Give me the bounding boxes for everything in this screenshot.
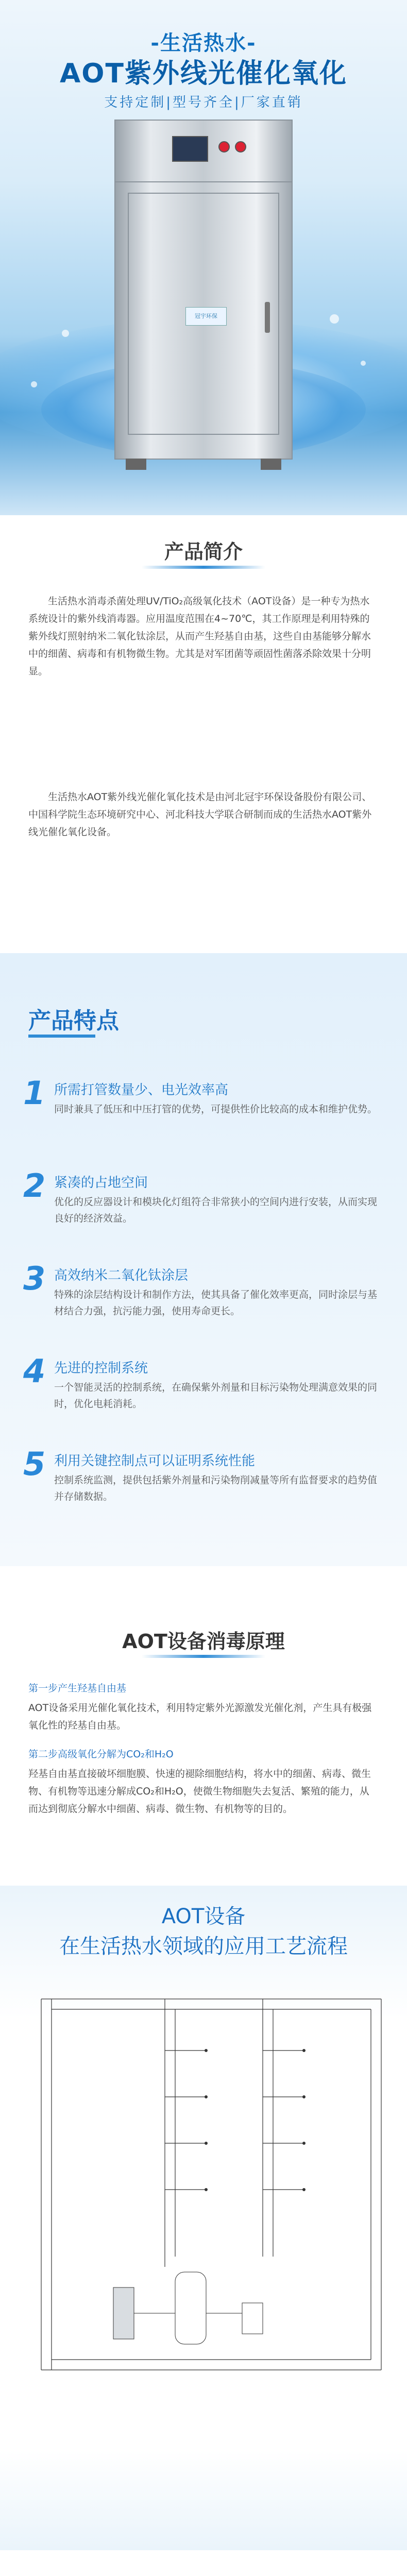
aot-step1-text: AOT设备采用光催化氧化技术，利用特定紫外光源激发光催化剂，产生具有极强氧化性的羟基自由基。 (28, 1702, 372, 1731)
device-button (235, 141, 246, 152)
hero-tagline: 支持定制|型号齐全|厂家直销 (104, 95, 303, 110)
device-door (128, 193, 279, 435)
water-drop (361, 361, 366, 366)
feature-number: 4 (23, 1352, 46, 1390)
feature-item (23, 1352, 384, 1433)
feature-desc: 特殊的涂层结构设计和制作方法，使其具备了催化效率更高，同时涂层与基材结合力强，抗污能力强，使用寿命更长。 (54, 1289, 378, 1317)
hero-title: AOT紫外线光催化氧化 (60, 58, 347, 89)
water-drop (31, 381, 37, 387)
aot-device-image (114, 120, 293, 460)
feature-desc: 优化的反应器设计和模块化灯组符合非常狭小的空间内进行安装，从而实现良好的经济效益。 (54, 1196, 378, 1224)
feature-name: 紧凑的占地空间 (54, 1175, 148, 1191)
feature-desc: 同时兼具了低压和中压打管的优势，可提供性价比较高的成本和维护优势。 (54, 1104, 378, 1115)
water-heater-tank (175, 2272, 206, 2344)
process-flow-diagram (21, 1978, 386, 2442)
aot-step2-text: 羟基自由基直接破坏细胞膜、快速的褪除细胞结构，将水中的细菌、病毒、微生物、有机物等迅速分解成CO₂和H₂O，使微生物细胞失去复活、繁殖的能力，从而达到彻底分解水中细菌、病毒、微生物、有机物等的目的。 (28, 1768, 371, 1815)
aot-principle-title: AOT设备消毒原理 (122, 1630, 285, 1653)
intro-underline (142, 566, 265, 569)
feature-number: 5 (23, 1445, 46, 1483)
feature-item (23, 1445, 384, 1526)
device-control-panel (115, 121, 292, 182)
feature-item (23, 1260, 384, 1340)
feature-item (23, 1074, 384, 1155)
hero-subtitle: -生活热水- (150, 31, 257, 55)
device-leg (261, 459, 281, 470)
feature-name: 所需打管数量少、电光效率高 (54, 1082, 229, 1098)
device-screen (172, 136, 208, 162)
device-leg (126, 459, 146, 470)
feature-name: 利用关键控制点可以证明系统性能 (54, 1453, 256, 1469)
aot-step2-heading: 第二步高级氧化分解为CO₂和H₂O (28, 1749, 174, 1760)
feature-desc: 控制系统监测，提供包括紫外剂量和污染物削减量等所有监督要求的趋势值并存储数据。 (54, 1475, 378, 1502)
feature-number: 2 (23, 1167, 46, 1205)
pump-symbol (242, 2303, 263, 2334)
water-drop (330, 314, 339, 324)
features-underline (28, 1035, 95, 1038)
hero-banner (0, 0, 407, 515)
feature-number: 1 (23, 1074, 46, 1112)
feature-name: 先进的控制系统 (54, 1361, 148, 1376)
aot-underline (142, 1655, 265, 1658)
feature-name: 高效纳米二氧化钛涂层 (54, 1268, 189, 1283)
intro-paragraph-2: 生活热水AOT紫外线光催化氧化技术是由河北冠宇环保设备股份有限公司、中国科学院生态环境研究中心、河北科技大学联合研制而成的生活热水AOT紫外线光催化氧化设备。 (28, 791, 372, 838)
feature-item (23, 1167, 384, 1247)
water-drop (62, 330, 69, 337)
application-title-line2: 在生活热水领域的应用工艺流程 (59, 1935, 348, 1958)
features-title: 产品特点 (28, 1008, 119, 1034)
feature-number: 3 (23, 1260, 46, 1297)
intro-paragraph-1: 生活热水消毒杀菌处理UV/TiO₂高级氧化技术（AOT设备）是一种专为热水系统设计的紫外线消毒器。应用温度范围在4~70℃，其工作原理是利用特殊的紫外线灯照射纳米二氧化钛涂层，从而产生羟基自由基，这些自由基能够分解水中的细菌、病毒和有机物微生物。尤其是对军团菌等顽固性菌落杀除效果十分明显。 (28, 596, 371, 677)
device-logo-plate: 冠宇环保 (185, 307, 227, 326)
aot-device-symbol (113, 2287, 134, 2339)
device-handle (265, 302, 270, 333)
intro-title: 产品简介 (164, 540, 243, 563)
feature-desc: 一个智能灵活的控制系统，在确保紫外剂量和目标污染物处理满意效果的同时，优化电耗消耗。 (54, 1382, 378, 1410)
device-button (218, 141, 230, 152)
application-title-line1: AOT设备 (161, 1905, 246, 1928)
aot-step1-heading: 第一步产生羟基自由基 (28, 1683, 127, 1694)
